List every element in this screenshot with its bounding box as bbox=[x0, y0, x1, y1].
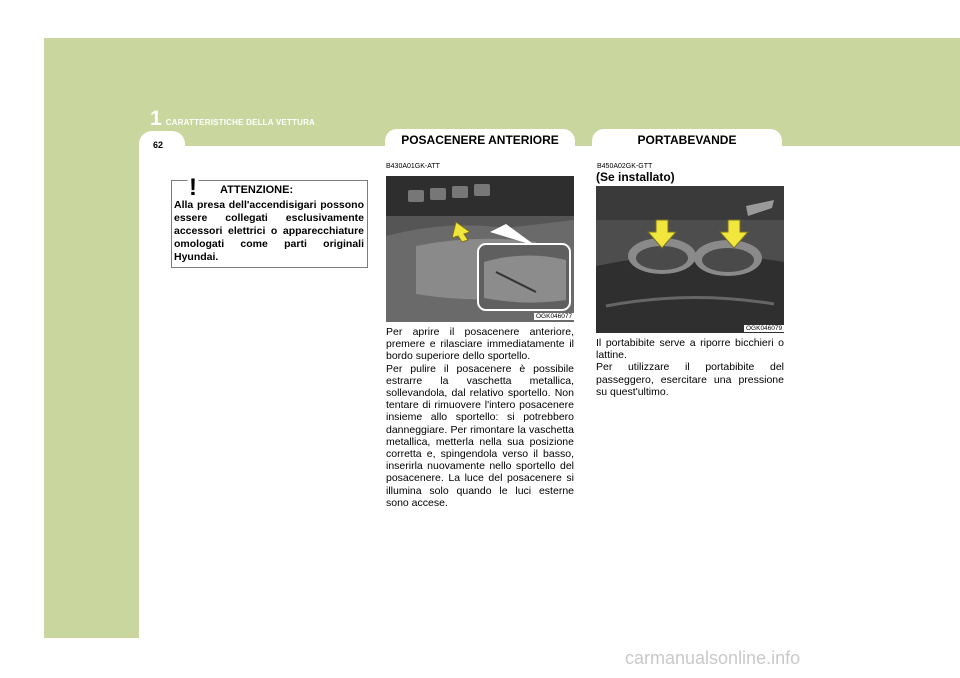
portabevande-subtitle: (Se installato) bbox=[596, 170, 675, 184]
watermark: carmanualsonline.info bbox=[625, 648, 801, 668]
portabevande-photo bbox=[596, 186, 784, 333]
portabevande-paragraph-1: Il portabibite serve a riporre bicchieri o lattine. bbox=[596, 337, 784, 362]
chapter-number: 1 bbox=[150, 107, 162, 130]
portabevande-figure-code: OGK046079 bbox=[746, 325, 783, 332]
cupholder-illustration bbox=[596, 186, 784, 333]
chapter-title: CARATTERISTICHE DELLA VETTURA bbox=[165, 118, 316, 127]
warning-text: Alla presa dell'accendisigari possono essere collegati esclusivamente accessori elettrici o apparecchiature omologati come parti originali Hyundai. bbox=[174, 199, 364, 263]
portabevande-code: B450A02GK-GTT bbox=[597, 163, 653, 170]
posacenere-paragraph-2: Per pulire il posacenere è possibile estrarre la vaschetta metallica, sollevandola, dal relativo sportello. Non tentare di rimuovere l'intero posacenere insieme allo sportello: si potrebbero danneggiare. Per rimontare la vaschetta metallica, metterla nella sua posizione corretta e, spingendola verso il basso, inserirla nuovamente nello sportello del posacenere. La luce del posacenere si illumina solo quando le luci esterne sono accese. bbox=[386, 362, 574, 509]
portabevande-paragraph-2: Per utilizzare il portabibite del passeggero, esercitare una pressione su quest'ultimo. bbox=[596, 361, 784, 398]
portabevande-text bbox=[596, 337, 784, 398]
section-tab-posacenere: POSACENERE ANTERIORE bbox=[385, 129, 575, 151]
posacenere-text bbox=[386, 326, 574, 509]
warning-symbol: ! bbox=[189, 174, 197, 200]
posacenere-photo bbox=[386, 176, 574, 322]
warning-title: ATTENZIONE: bbox=[220, 184, 294, 196]
posacenere-code: B430A01GK-ATT bbox=[386, 163, 440, 170]
posacenere-figure-code: OGK046077 bbox=[536, 313, 573, 320]
section-tab-portabevande: PORTABEVANDE bbox=[592, 129, 782, 151]
ashtray-illustration bbox=[386, 176, 574, 322]
page-number: 62 bbox=[153, 140, 164, 150]
posacenere-paragraph-1: Per aprire il posacenere anteriore, premere e rilasciare immediatamente il bordo superiore dello sportello. bbox=[386, 326, 574, 363]
chapter-header bbox=[150, 107, 315, 131]
warning-triangle-icon bbox=[176, 170, 210, 200]
